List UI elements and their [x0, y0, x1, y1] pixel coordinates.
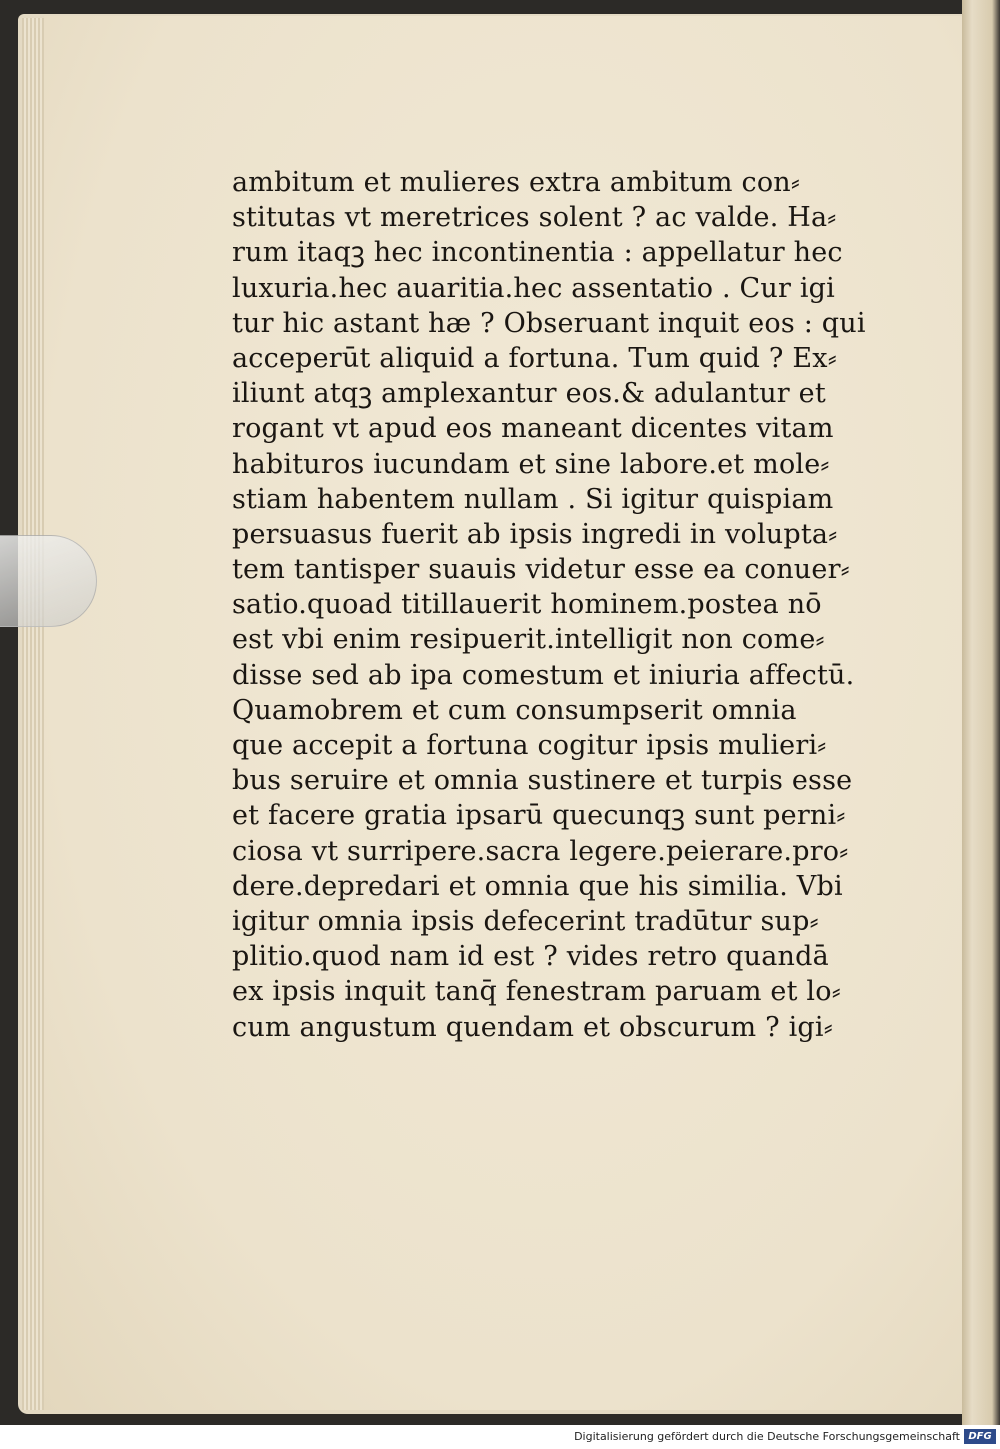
text-line: habituros iucundam et sine labore.et mole⸗: [232, 448, 830, 480]
text-line: rogant vt apud eos maneant dicentes vitam: [232, 413, 834, 445]
text-line: que accepit a fortuna cogitur ipsis mulieri⸗: [232, 730, 827, 761]
text-line: stitutas vt meretrices solent ? ac valde. Ha⸗: [232, 202, 837, 234]
dfg-logo: DFG: [964, 1429, 996, 1444]
text-line: ambitum et mulieres extra ambitum con⸗: [232, 167, 801, 198]
text-line: tem tantisper suauis videtur esse ea conuer⸗: [232, 554, 850, 586]
text-line: ex ipsis inquit tanq̄ fenestram paruam et lo⸗: [232, 976, 841, 1008]
text-line: est vbi enim resipuerit.intelligit non come⸗: [232, 624, 825, 656]
text-line: stiam habentem nullam . Si igitur quispiam: [232, 483, 834, 515]
text-line: rum itaqꝫ hec incontinentia : appellatur hec: [232, 237, 843, 269]
text-line: cum angustum quendam et obscurum ? igi⸗: [232, 1011, 833, 1043]
funding-credit: Digitalisierung gefördert durch die Deutsche Forschungsgemeinschaft: [574, 1430, 960, 1443]
text-line: Quamobrem et cum consumpserit omnia: [232, 694, 797, 726]
text-line: bus seruire et omnia sustinere et turpis esse: [232, 765, 853, 797]
text-line: tur hic astant hæ ? Obseruant inquit eos : qui: [232, 307, 866, 339]
text-line: et facere gratia ipsarū quecunqꝫ sunt perni⸗: [232, 800, 846, 832]
text-line: satio.quoad titillauerit hominem.postea nō: [232, 589, 822, 621]
text-line: iliunt atqꝫ amplexantur eos.& adulantur et: [232, 378, 826, 410]
footer-bar: [0, 1425, 1000, 1449]
text-line: igitur omnia ipsis defecerint tradūtur sup⸗: [232, 905, 819, 937]
text-line: ciosa vt surripere.sacra legere.peierare.pro⸗: [232, 835, 849, 867]
text-line: dere.depredari et omnia que his similia. Vbi: [232, 870, 843, 902]
plastic-clip: [0, 535, 97, 627]
text-line: acceperūt aliquid a fortuna. Tum quid ? Ex⸗: [232, 342, 837, 374]
text-line: luxuria.hec auaritia.hec assentatio . Cur igi: [232, 272, 835, 304]
text-line: disse sed ab ipa comestum et iniuria affectū.: [232, 659, 855, 691]
book-gutter: [962, 0, 1000, 1425]
text-line: plitio.quod nam id est ? vides retro quandā: [232, 941, 829, 973]
text-line: persuasus fuerit ab ipsis ingredi in volupta⸗: [232, 518, 838, 550]
body-text: [232, 165, 868, 1045]
